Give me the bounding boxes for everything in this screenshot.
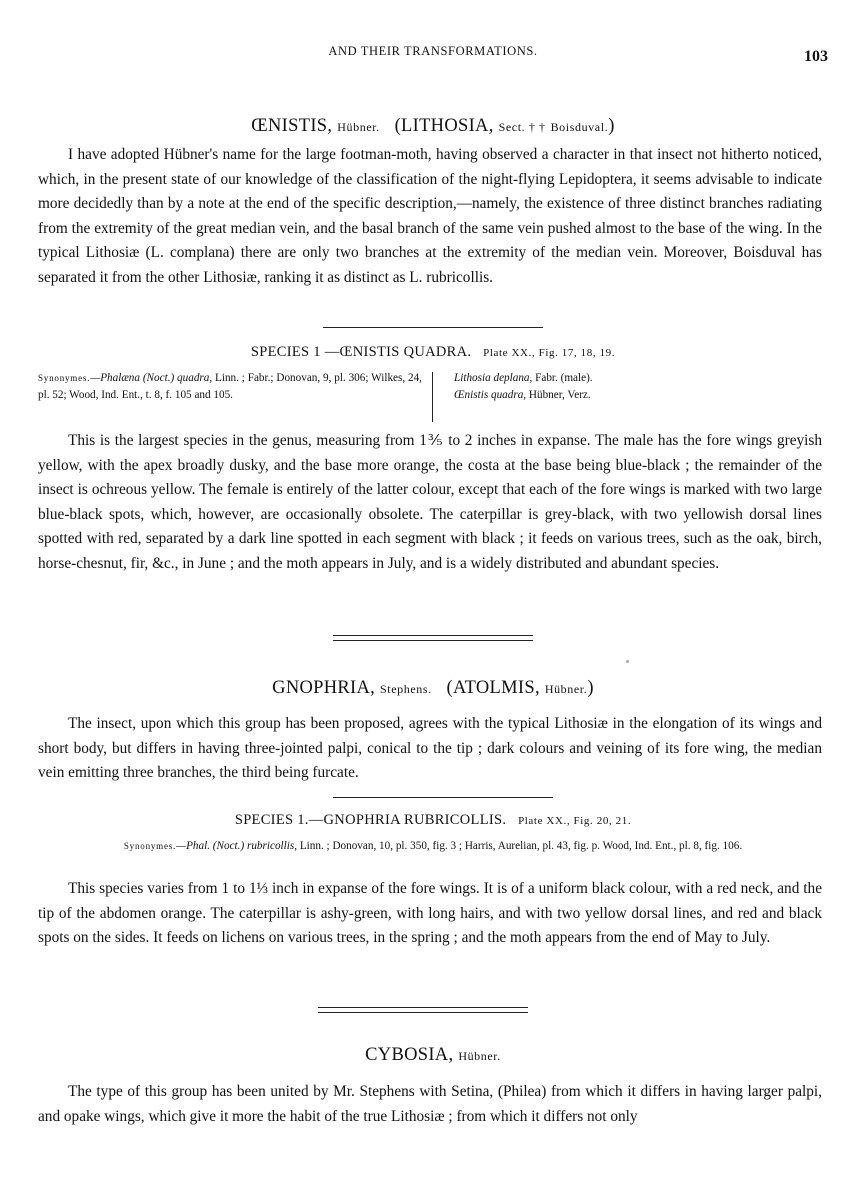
oenistis-intro-paragraph: I have adopted Hübner's name for the large footman-moth, having observed a character in that insect not hitherto noticed, which, in the present state of our knowledge of the classification of the night-flying Lepidoptera, it seems advisable to indicate more decidedly than by a note at the end of the specific description,—namely, the existence of three distinct branches radiating from the extremity of the great median vein, and the basal branch of the same vein pushed almost to the base of the wing. In the typical Lithosiæ (L. complana) there are only two branches at the extremity of the median vein. Moreover, Boisduval has separated it from the other Lithosiæ, ranking it as distinct as L. rubricollis. xyxy=(38,146,822,286)
gnophria-heading-close: ) xyxy=(587,678,594,698)
gnophria-intro-paragraph: The insect, upon which this group has been proposed, agrees with the typical Lithosiæ in the elongation of its wings and short body, but differs in having three-jointed palpi, conical to the tip ; dark colours and veining of its fore wing, the median vein emitting three branches, the third being furcate. xyxy=(38,715,822,782)
synonym-name: Lithosia deplana, xyxy=(454,372,533,384)
synonym-entry xyxy=(454,387,754,404)
oenistis-alt-author: Boisduval. xyxy=(550,120,609,134)
cybosia-intro-paragraph: The type of this group has been united by Mr. Stephens with Setina, (Philea) from which it differs in having larger palpi, and opake wings, which give it more the habit of the true Lithosiæ ; from which it differs not only xyxy=(38,1083,822,1125)
gnophria-alt-genus: (ATOLMIS, xyxy=(446,678,540,698)
gnophria-synonymes xyxy=(70,838,796,855)
gnophria-description: This species varies from 1 to 1⅓ inch in expanse of the fore wings. It is of a uniform black colour, with a red neck, and the tip of the abdomen orange. The caterpillar is ashy-green, with long hairs, and with two yellow dorsal lines, and red and black spots on the sides. It feeds on lichens on various trees, in the spring ; and the moth appears from the end of May to July. xyxy=(38,880,822,947)
synonym-entry xyxy=(454,370,754,387)
synonymes-divider xyxy=(432,372,433,422)
oenistis-genus-name: ŒNISTIS, xyxy=(251,116,333,136)
oenistis-species-name: SPECIES 1 —ŒNISTIS QUADRA. xyxy=(250,344,472,360)
page-number: 103 xyxy=(804,48,828,65)
oenistis-section-marks: Sect. † † xyxy=(498,120,546,134)
oenistis-heading xyxy=(0,116,866,137)
cybosia-heading xyxy=(0,1045,866,1066)
gnophria-plate-ref: Plate XX., Fig. 20, 21. xyxy=(518,815,632,827)
synonym-source: Fabr. (male). xyxy=(535,372,593,384)
section-rule xyxy=(333,797,553,798)
section-rule xyxy=(323,327,543,328)
synonym-lead: —Phal. (Noct.) rubricollis, xyxy=(176,840,298,852)
gnophria-alt-author: Hübner. xyxy=(544,682,588,696)
oenistis-synonymes-right xyxy=(454,370,754,404)
section-double-rule xyxy=(318,1007,528,1013)
gnophria-species-name: SPECIES 1.—GNOPHRIA RUBRICOLLIS. xyxy=(234,812,507,828)
synonym-name: Œnistis quadra, xyxy=(454,389,527,401)
gnophria-heading xyxy=(0,678,866,699)
synonym-lead: —Phalæna (Noct.) quadra, xyxy=(90,372,213,384)
gnophria-species-title xyxy=(0,812,866,829)
gnophria-genus-author: Stephens. xyxy=(380,682,432,696)
oenistis-plate-ref: Plate XX., Fig. 17, 18, 19. xyxy=(483,347,616,359)
cybosia-genus-author: Hübner. xyxy=(458,1049,501,1063)
gnophria-genus-name: GNOPHRIA, xyxy=(272,678,376,698)
running-head: AND THEIR TRANSFORMATIONS. xyxy=(328,44,538,58)
cybosia-genus-name: CYBOSIA, xyxy=(365,1045,454,1065)
synonymes-label: Synonymes. xyxy=(123,841,177,851)
synonym-source: Hübner, Verz. xyxy=(528,389,591,401)
oenistis-heading-close: ) xyxy=(608,116,615,136)
synonym-references: Linn. ; Fabr.; Donovan, 9, pl. 306; Wilkes, 24, pl. 52; Wood, Ind. Ent., t. 8, f. 105 and 105. xyxy=(38,372,422,401)
oenistis-alt-genus: (LITHOSIA, xyxy=(394,116,494,136)
oenistis-synonymes-left xyxy=(38,370,422,404)
oenistis-species-title xyxy=(0,344,866,361)
print-speck xyxy=(626,660,629,663)
synonymes-label: Synonymes. xyxy=(38,373,91,383)
oenistis-description: This is the largest species in the genus, measuring from 1⅗ to 2 inches in expanse. The male has the fore wings greyish yellow, with the apex broadly dusky, and the base more orange, the costa at the base being blue-black ; the remainder of the insect is ochreous yellow. The female is entirely of the latter colour, except that each of the fore wings is marked with two large blue-black spots, which, however, are occasionally obsolete. The caterpillar is grey-black, with two yellowish dorsal lines spotted with red, separated by a dark line spotted in each segment with black ; it feeds on various trees, such as the oak, birch, horse-chesnut, fir, &c., in June ; and the moth appears in July, and is a widely distributed and abundant species. xyxy=(38,432,822,572)
oenistis-genus-author: Hübner. xyxy=(337,120,380,134)
section-double-rule xyxy=(333,635,533,641)
synonym-references: Linn. ; Donovan, 10, pl. 350, fig. 3 ; Harris, Aurelian, pl. 43, fig. p. Wood, Ind. Ent., pl. 8, fig. 106. xyxy=(299,840,743,852)
